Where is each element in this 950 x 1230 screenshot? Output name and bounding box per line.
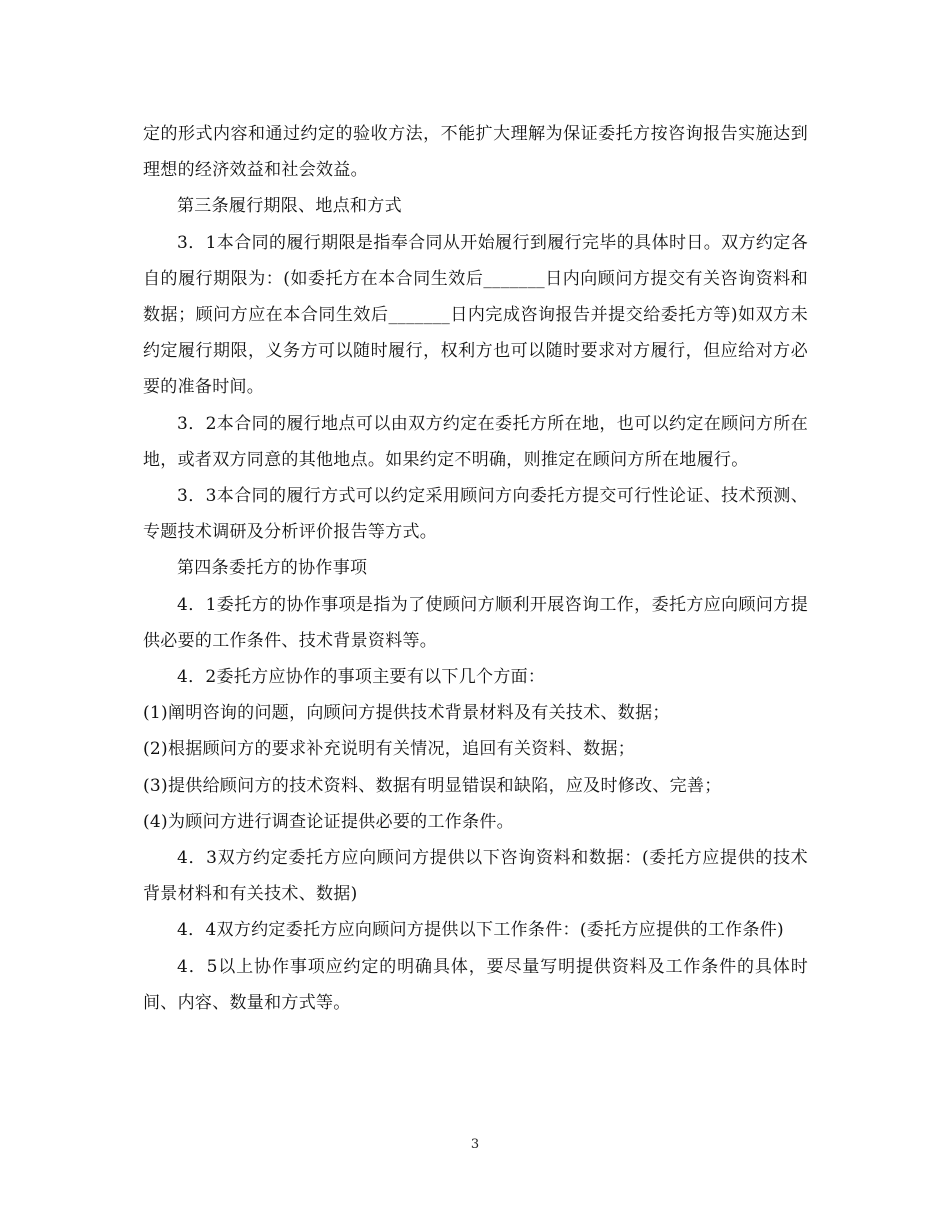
section-heading-article-3: 第三条履行期限、地点和方式 xyxy=(177,196,402,217)
paragraph-4-2: 4．2委托方应协作的事项主要有以下几个方面： xyxy=(177,667,546,688)
paragraph-3-2: 3．2本合同的履行地点可以由双方约定在委托方所在地，也可以约定在顾问方所在地，或者双方同意的其他地点。如果约定不明确，则推定在顾问方所在地履行。 xyxy=(143,413,808,470)
paragraph-3-3: 3．3本合同的履行方式可以约定采用顾问方向委托方提交可行性论证、技术预测、专题技术调研及分析评价报告等方式。 xyxy=(143,486,808,543)
document-body xyxy=(143,116,808,1021)
list-item-3: (3)提供给顾问方的技术资料、数据有明显错误和缺陷，应及时修改、完善； xyxy=(143,775,722,796)
paragraph-4-4: 4．4双方约定委托方应向顾问方提供以下工作条件：(委托方应提供的工作条件) xyxy=(177,920,784,941)
paragraph-4-3: 4．3双方约定委托方应向顾问方提供以下咨询资料和数据：(委托方应提供的技术背景材料和有关技术、数据) xyxy=(143,848,808,905)
list-item-2: (2)根据顾问方的要求补充说明有关情况，追回有关资料、数据； xyxy=(143,739,636,760)
paragraph-3-1: 3．1本合同的履行期限是指奉合同从开始履行到履行完毕的具体时日。双方约定各自的履行期限为：(如委托方在本合同生效后_______日内向顾问方提交有关咨询资料和数据；顾问方应在本合同生效后_______日内完成咨询报告并提交给委托方等)如双方未约定履行期限，义务方可以随时履行，权利方也可以随时要求对方履行，但应给对方必要的准备时间。 xyxy=(143,232,808,398)
list-item-4: (4)为顾问方进行调查论证提供必要的工作条件。 xyxy=(143,811,514,832)
section-heading-article-4: 第四条委托方的协作事项 xyxy=(177,558,368,579)
paragraph-4-1: 4．1委托方的协作事项是指为了使顾问方顺利开展咨询工作，委托方应向顾问方提供必要的工作条件、技术背景资料等。 xyxy=(143,594,808,651)
page-number: 3 xyxy=(470,1137,480,1152)
list-item-1: (1)阐明咨询的问题，向顾问方提供技术背景材料及有关技术、数据； xyxy=(143,703,670,724)
paragraph-continuation: 定的形式内容和通过约定的验收方法，不能扩大理解为保证委托方按咨询报告实施达到理想的经济效益和社会效益。 xyxy=(143,124,808,181)
paragraph-4-5: 4．5以上协作事项应约定的明确具体，要尽量写明提供资料及工作条件的具体时间、内容、数量和方式等。 xyxy=(143,956,808,1013)
